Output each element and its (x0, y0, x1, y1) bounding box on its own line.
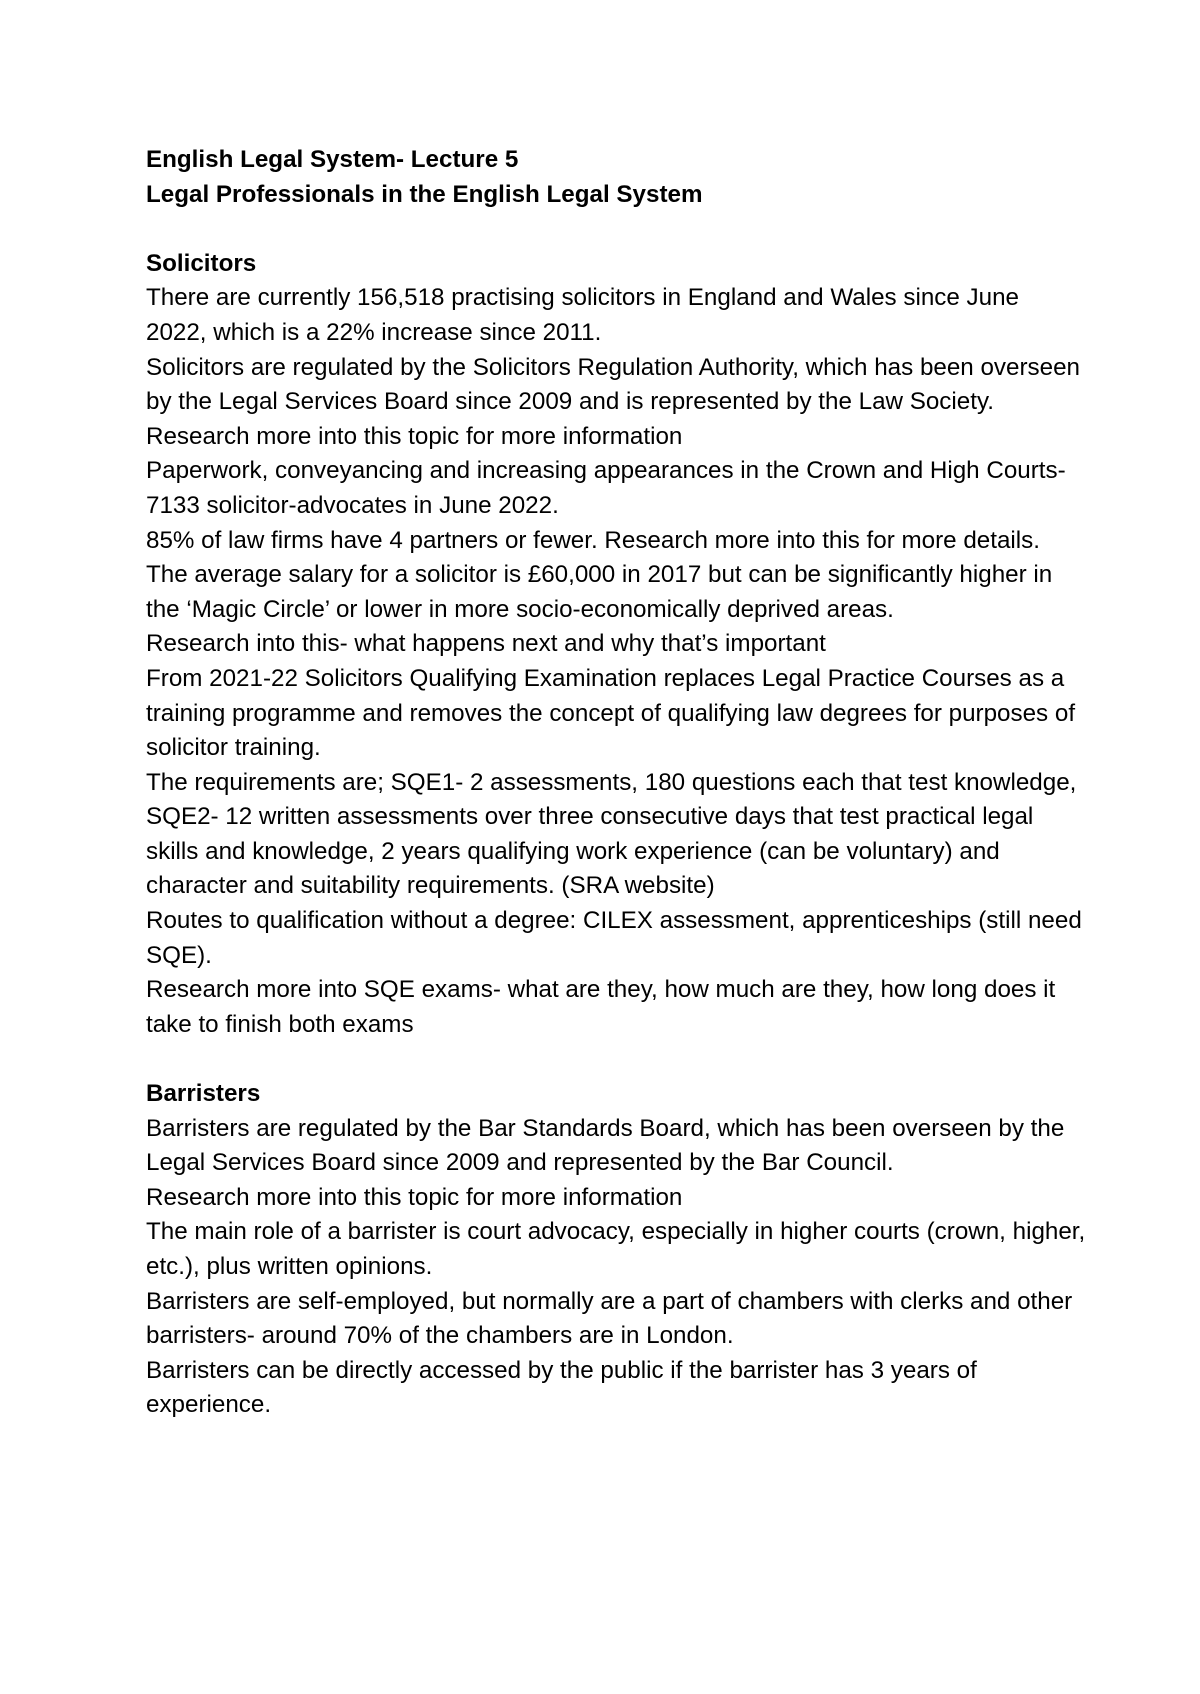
section-solicitors (146, 247, 1086, 1043)
section-heading: Solicitors (146, 249, 257, 277)
paragraph: There are currently 156,518 practising solicitors in England and Wales since June 2022, which is a 22% increase since 2011. (146, 284, 1020, 346)
paragraph: Solicitors are regulated by the Solicitors Regulation Authority, which has been overseen by the Legal Services Board since 2009 and is represented by the Law Society. Research more into this topic for more information (146, 353, 1080, 450)
document-title: English Legal System- Lecture 5 (146, 146, 519, 173)
paragraph: Paperwork, conveyancing and increasing appearances in the Crown and High Courts- 7133 solicitor-advocates in June 2022. (146, 457, 1066, 519)
section-barristers (146, 1077, 1086, 1423)
document-subtitle: Legal Professionals in the English Legal System (146, 180, 703, 208)
section-heading: Barristers (146, 1080, 261, 1108)
paragraph: Barristers are regulated by the Bar Standards Board, which has been overseen by the Legal Services Board since 2009 and represented by the Bar Council. (146, 1114, 1065, 1177)
paragraph: Research into this- what happens next and why that’s important (146, 630, 826, 658)
paragraph: The main role of a barrister is court advocacy, especially in higher courts (crown, higher, etc.), plus written opinions. (146, 1218, 1086, 1280)
paragraph: Barristers are self-employed, but normally are a part of chambers with clerks and other barristers- around 70% of the chambers are in London. (146, 1287, 1073, 1350)
paragraph: The average salary for a solicitor is £60,000 in 2017 but can be significantly higher in the ‘Magic Circle’ or lower in more socio-economically deprived areas. (146, 561, 1053, 623)
document-page (146, 143, 1086, 1423)
section-gap (146, 212, 1086, 247)
paragraph: From 2021-22 Solicitors Qualifying Examination replaces Legal Practice Courses as a training programme and removes the concept of qualifying law degrees for purposes of solicitor training. (146, 664, 1076, 762)
paragraph: The requirements are; SQE1- 2 assessments, 180 questions each that test knowledge, SQE2- 12 written assessments over three consecutive days that test practical legal skills and knowledge, 2 years qualifying work experience (can be voluntary) and character and suitability requirements. (SRA website) (146, 768, 1077, 900)
paragraph: 85% of law firms have 4 partners or fewer. Research more into this for more details. (146, 526, 1040, 554)
paragraph: Research more into SQE exams- what are they, how much are they, how long does it take to finish both exams (146, 976, 1056, 1038)
paragraph: Research more into this topic for more information (146, 1183, 683, 1211)
section-gap (146, 1042, 1086, 1077)
paragraph: Barristers can be directly accessed by the public if the barrister has 3 years of experience. (146, 1356, 977, 1419)
paragraph: Routes to qualification without a degree: CILEX assessment, apprenticeships (still need SQE). (146, 907, 1082, 969)
